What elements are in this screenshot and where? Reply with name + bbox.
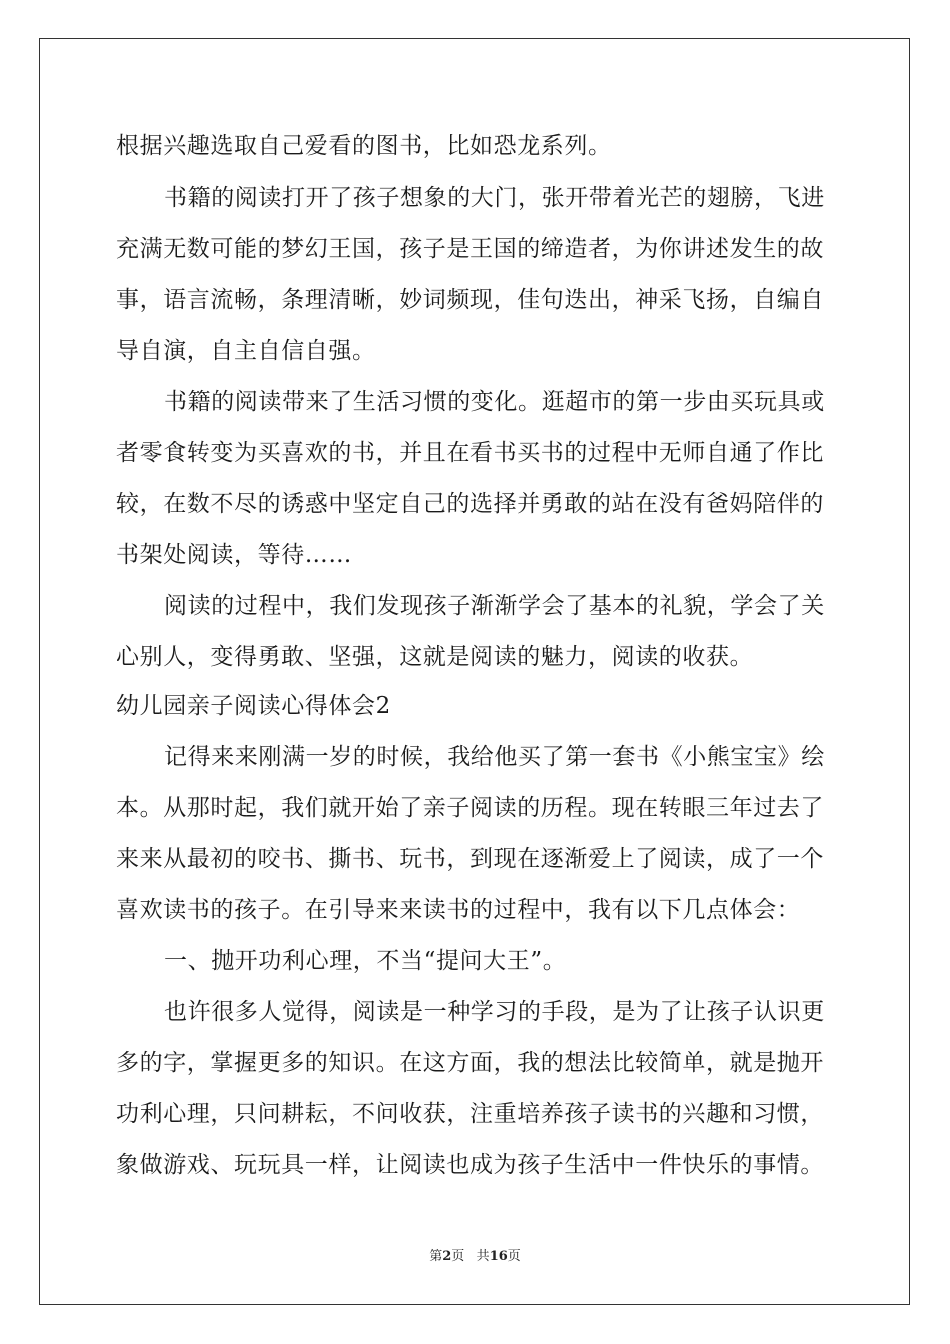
paragraph-line: 阅读的过程中，我们发现孩子渐渐学会了基本的礼貌，学会了关 [164, 593, 825, 619]
paragraph-line: 导自演，自主自信自强。 [116, 338, 376, 364]
paragraph-line: 象做游戏、玩玩具一样，让阅读也成为孩子生活中一件快乐的事情。 [116, 1152, 824, 1178]
paragraph-line: 也许很多人觉得，阅读是一种学习的手段，是为了让孩子认识更 [164, 999, 825, 1025]
page-number: 2 [442, 1249, 452, 1264]
page-footer [0, 1247, 950, 1267]
paragraph-line: 者零食转变为买喜欢的书，并且在看书买书的过程中无师自通了作比 [116, 440, 824, 466]
paragraph-line: 书籍的阅读带来了生活习惯的变化。逛超市的第一步由买玩具或 [164, 389, 825, 415]
total-pages: 16 [489, 1249, 508, 1264]
paragraph-line: 多的字，掌握更多的知识。在这方面，我的想法比较简单，就是抛开 [116, 1050, 824, 1076]
paragraph-line: 充满无数可能的梦幻王国，孩子是王国的缔造者，为你讲述发生的故 [116, 236, 824, 262]
page-suffix: 页 [451, 1249, 465, 1264]
total-prefix: 共 [476, 1249, 490, 1264]
paragraph-line: 书籍的阅读打开了孩子想象的大门，张开带着光芒的翅膀，飞进 [164, 185, 825, 211]
paragraph-line: 事，语言流畅，条理清晰，妙词频现，佳句迭出，神采飞扬，自编自 [116, 287, 824, 313]
paragraph-line: 来来从最初的咬书、撕书、玩书，到现在逐渐爱上了阅读，成了一个 [116, 846, 824, 872]
subheading-line: 一、抛开功利心理，不当“提问大王”。 [164, 948, 567, 974]
paragraph-line: 记得来来刚满一岁的时候，我给他买了第一套书《小熊宝宝》绘 [164, 744, 825, 770]
paragraph-line: 较，在数不尽的诱惑中坚定自己的选择并勇敢的站在没有爸妈陪伴的 [116, 491, 824, 517]
section-heading: 幼儿园亲子阅读心得体会2 [116, 693, 391, 719]
paragraph-line: 本。从那时起，我们就开始了亲子阅读的历程。现在转眼三年过去了 [116, 795, 824, 821]
paragraph-line: 功利心理，只问耕耘，不问收获，注重培养孩子读书的兴趣和习惯， [116, 1101, 824, 1127]
paragraph-line: 喜欢读书的孩子。在引导来来读书的过程中，我有以下几点体会： [116, 897, 801, 923]
paragraph-line: 心别人，变得勇敢、坚强，这就是阅读的魅力，阅读的收获。 [116, 644, 754, 670]
paragraph-line: 书架处阅读，等待…… [116, 542, 352, 568]
total-suffix: 页 [507, 1249, 521, 1264]
page-prefix: 第 [429, 1249, 443, 1264]
paragraph-line: 根据兴趣选取自己爱看的图书，比如恐龙系列。 [116, 133, 612, 159]
